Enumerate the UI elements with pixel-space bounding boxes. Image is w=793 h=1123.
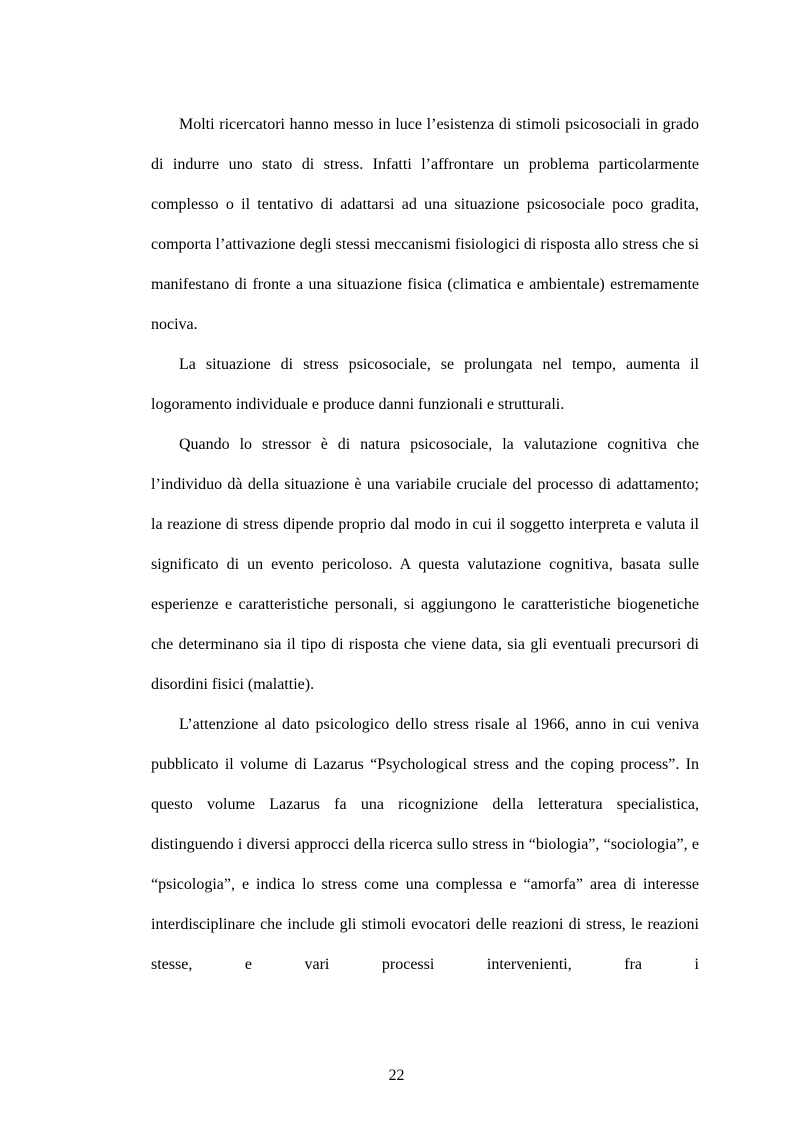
paragraph-4: L’attenzione al dato psicologico dello stress risale al 1966, anno in cui veniva pubblicato il volume di Lazarus “Psychological stress and the coping process”. In questo volume Lazarus fa una ricognizione della letteratura specialistica, distinguendo i diversi approcci della ricerca sullo stress in “biologia”, “sociologia”, e “psicologia”, e indica lo stress come una complessa e “amorfa” area di interesse interdisciplinare che include gli stimoli evocatori delle reazioni di stress, le reazioni stesse, e vari processi intervenienti, fra i xyxy=(151,716,699,973)
body-text xyxy=(151,105,699,985)
paragraph-1: Molti ricercatori hanno messo in luce l’esistenza di stimoli psicosociali in grado di indurre uno stato di stress. Infatti l’affrontare un problema particolarmente complesso o il tentativo di adattarsi ad una situazione psicosociale poco gradita, comporta l’attivazione degli stessi meccanismi fisiologici di risposta allo stress che si manifestano di fronte a una situazione fisica (climatica e ambientale) estremamente nociva. xyxy=(151,116,699,333)
paragraph-3: Quando lo stressor è di natura psicosociale, la valutazione cognitiva che l’individuo dà della situazione è una variabile cruciale del processo di adattamento; la reazione di stress dipende proprio dal modo in cui il soggetto interpreta e valuta il significato di un evento pericoloso. A questa valutazione cognitiva, basata sulle esperienze e caratteristiche personali, si aggiungono le caratteristiche biogenetiche che determinano sia il tipo di risposta che viene data, sia gli eventuali precursori di disordini fisici (malattie). xyxy=(151,436,699,693)
paragraph-2: La situazione di stress psicosociale, se prolungata nel tempo, aumenta il logoramento individuale e produce danni funzionali e strutturali. xyxy=(151,356,699,413)
page-number: 22 xyxy=(388,1067,405,1084)
